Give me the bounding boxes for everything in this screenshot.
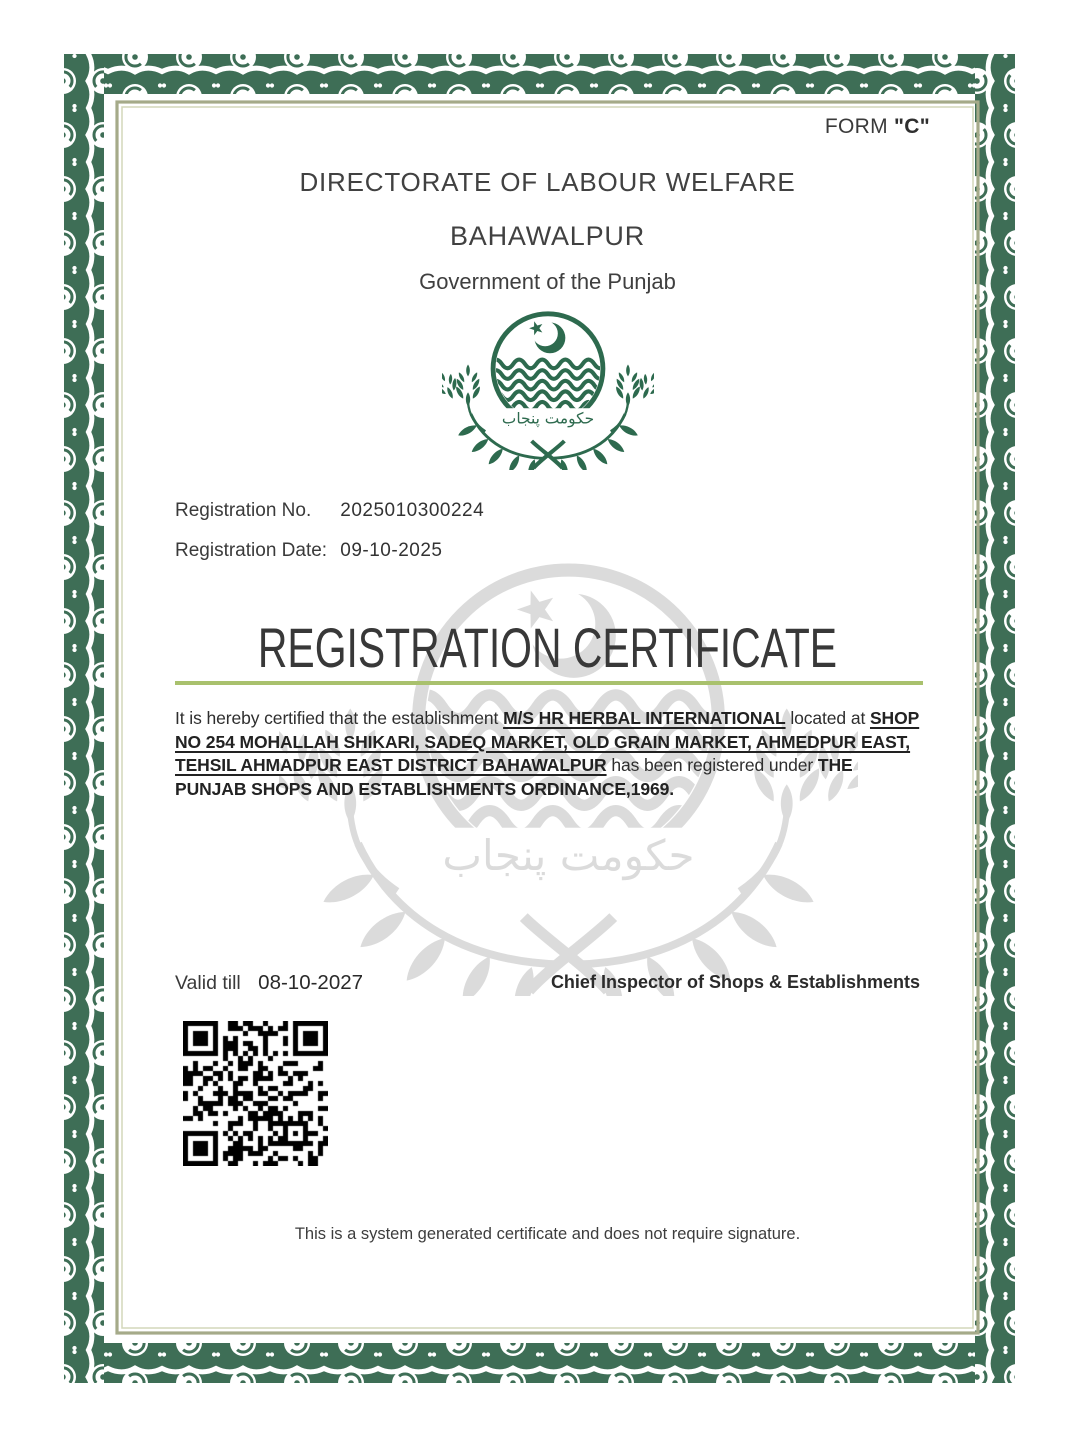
registration-number-row (175, 500, 484, 522)
registration-date-label: Registration Date: (175, 540, 328, 561)
form-code: "C" (894, 115, 930, 138)
form-prefix: FORM (824, 115, 888, 138)
paragraph-segment: It is hereby certified that the establishment (175, 708, 504, 728)
certificate-title: REGISTRATION CERTIFICATE (257, 616, 838, 679)
registration-date-value: 09-10-2025 (340, 540, 443, 561)
qr-code (183, 1021, 328, 1166)
paragraph-segment: SHOP NO 254 MOHALLAH SHIKARI, SADEQ MARKET, OLD GRAIN MARKET, AHMEDPUR EAST, TEHSIL AHMADPUR EAST DISTRICT BAHAWALPUR (175, 708, 920, 775)
system-generated-note: This is a system generated certificate and does not require signature. (294, 1225, 801, 1243)
district-name: BAHAWALPUR (449, 221, 646, 251)
paragraph-segment: M/S HR HERBAL INTERNATIONAL (503, 708, 786, 728)
form-code-line (825, 115, 930, 139)
valid-till-label: Valid till (175, 972, 241, 994)
registration-number-value: 2025010300224 (340, 500, 485, 521)
registration-date-row (175, 540, 442, 562)
registration-number-label: Registration No. (175, 500, 312, 521)
title-underline-rule (175, 681, 923, 685)
directorate-title: DIRECTORATE OF LABOUR WELFARE (299, 167, 796, 197)
punjab-crest-logo (442, 306, 654, 470)
paragraph-segment: THE PUNJAB SHOPS AND ESTABLISHMENTS ORDINANCE,1969. (175, 755, 853, 799)
certificate-paragraph (175, 707, 927, 801)
government-subtitle: Government of the Punjab (419, 269, 676, 294)
signatory-title: Chief Inspector of Shops & Establishments (550, 972, 920, 992)
paragraph-segment: has been registered under (606, 755, 818, 775)
validity-row (175, 971, 363, 995)
paragraph-segment: located at (785, 708, 870, 728)
valid-till-date: 08-10-2027 (258, 971, 364, 994)
